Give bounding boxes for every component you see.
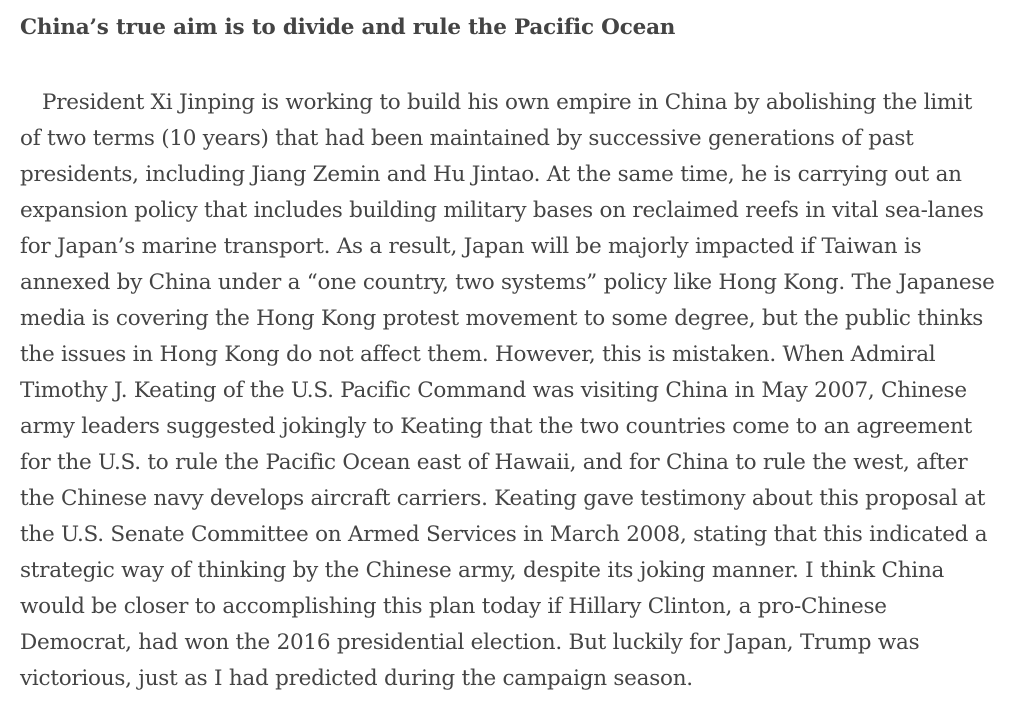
- paragraph-line: strategic way of thinking by the Chinese army, despite its joking manner. I think China: [20, 558, 945, 583]
- paragraph-line: Democrat, had won the 2016 presidential election. But luckily for Japan, Trump was: [20, 630, 920, 655]
- paragraph-line: of two terms (10 years) that had been maintained by successive generations of past: [20, 126, 914, 151]
- paragraph-line: media is covering the Hong Kong protest movement to some degree, but the public thinks: [20, 306, 984, 331]
- paragraph-line: victorious, just as I had predicted during the campaign season.: [20, 666, 693, 691]
- article: [20, 0, 995, 697]
- paragraph-line: would be closer to accomplishing this plan today if Hillary Clinton, a pro-Chinese: [20, 594, 887, 619]
- article-paragraph: [20, 85, 995, 697]
- paragraph-line: presidents, including Jiang Zemin and Hu Jintao. At the same time, he is carrying out an: [20, 162, 962, 187]
- paragraph-line: for the U.S. to rule the Pacific Ocean east of Hawaii, and for China to rule the west, after: [20, 450, 968, 475]
- paragraph-line: the U.S. Senate Committee on Armed Services in March 2008, stating that this indicated a: [20, 522, 988, 547]
- paragraph-line: annexed by China under a “one country, two systems” policy like Hong Kong. The Japanese: [20, 270, 995, 295]
- paragraph-line: the Chinese navy develops aircraft carriers. Keating gave testimony about this proposal at: [20, 486, 986, 511]
- paragraph-line: President Xi Jinping is working to build his own empire in China by abolishing the limit: [42, 90, 973, 115]
- article-heading: China’s true aim is to divide and rule the Pacific Ocean: [20, 15, 676, 40]
- paragraph-line: army leaders suggested jokingly to Keating that the two countries come to an agreement: [20, 414, 972, 439]
- paragraph-line: for Japan’s marine transport. As a result, Japan will be majorly impacted if Taiwan is: [20, 234, 922, 259]
- paragraph-line: Timothy J. Keating of the U.S. Pacific Command was visiting China in May 2007, Chinese: [20, 378, 967, 403]
- paragraph-line: the issues in Hong Kong do not affect them. However, this is mistaken. When Admiral: [20, 342, 936, 367]
- paragraph-line: expansion policy that includes building military bases on reclaimed reefs in vital sea-lanes: [20, 198, 984, 223]
